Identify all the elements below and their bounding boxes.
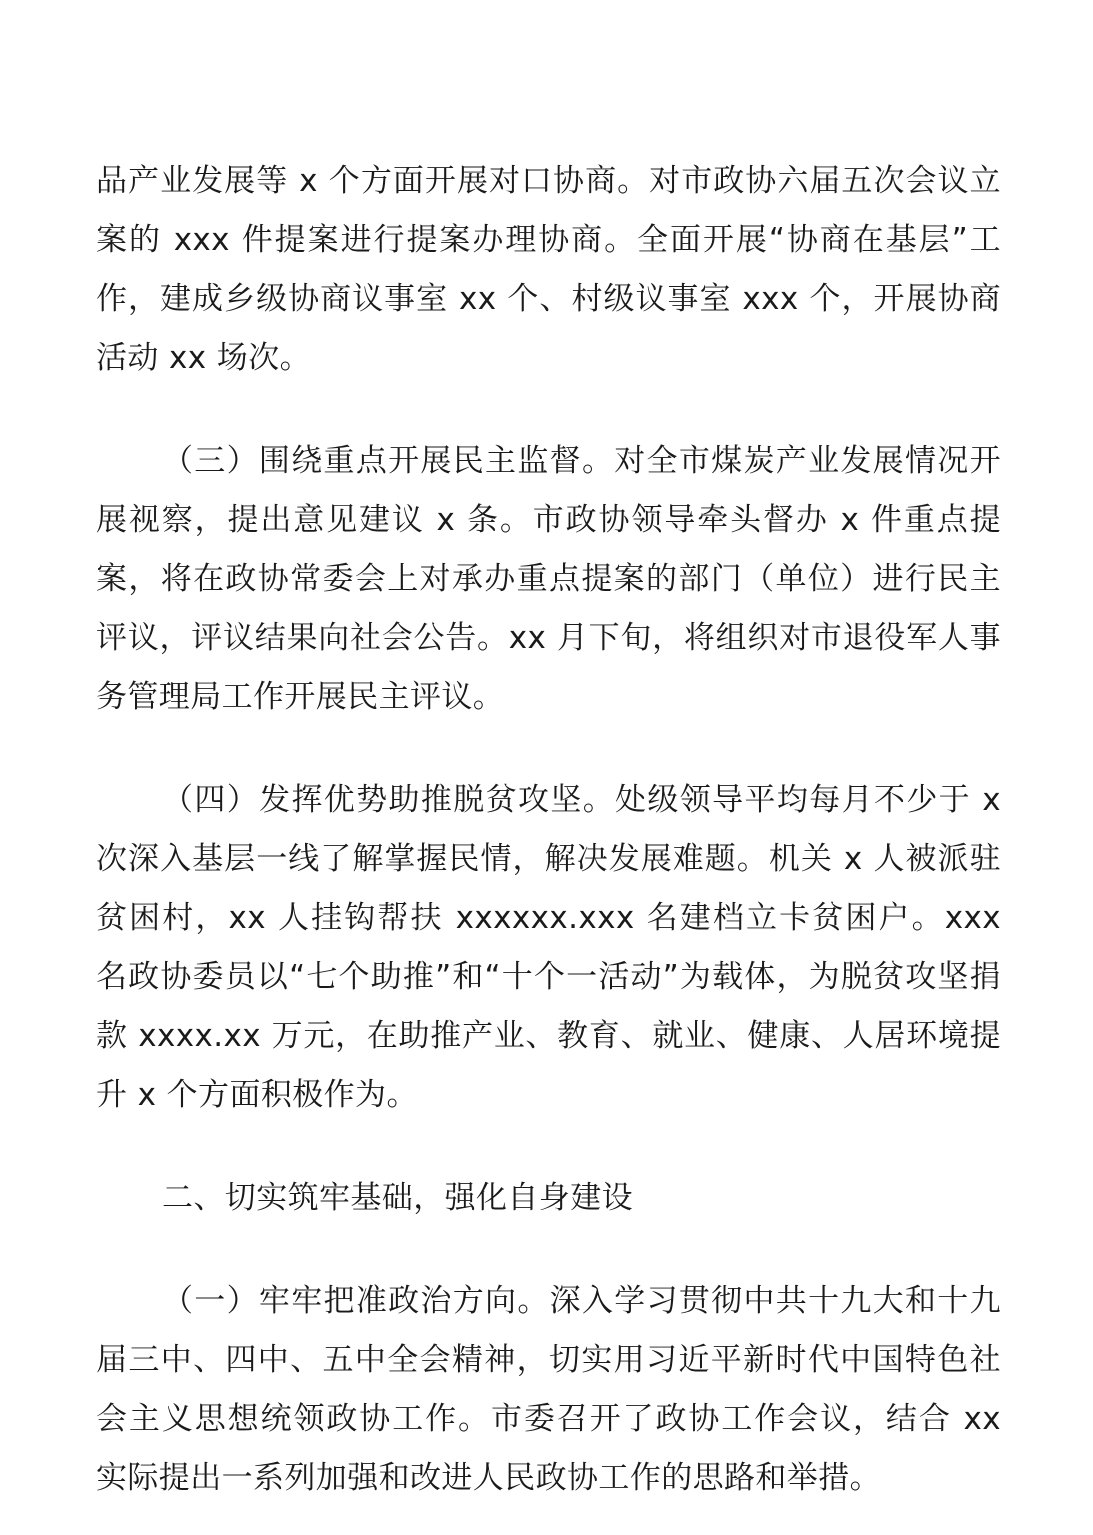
section-heading: 二、切实筑牢基础，强化自身建设 — [162, 1180, 633, 1216]
paragraph-poverty-alleviation: （四）发挥优势助推脱贫攻坚。处级领导平均每月不少于 x 次深入基层一线了解掌握民情，解决发展难题。机关 x 人被派驻贫困村，xx 人挂钩帮扶 xxxxxx.xxx 名建档立卡贫困户。xxx 名政协委员以“七个助推”和“十个一活动”为载体，为脱贫攻坚捐款 xxxx.xx 万元，在助推产业、教育、就业、健康、人居环境提升 x 个方面积极作为。 — [96, 782, 1001, 1113]
document-body — [96, 152, 1001, 1508]
paragraph-spacer — [96, 727, 1001, 771]
paragraph-political-direction: （一）牢牢把准政治方向。深入学习贯彻中共十九大和十九届三中、四中、五中全会精神，切实用习近平新时代中国特色社会主义思想统领政协工作。市委召开了政协工作会议，结合 xx 实际提出一系列加强和改进人民政协工作的思路和举措。 — [96, 1283, 1001, 1496]
paragraph-spacer — [96, 1228, 1001, 1272]
paragraph-continuation: 品产业发展等 x 个方面开展对口协商。对市政协六届五次会议立案的 xxx 件提案进行提案办理协商。全面开展“协商在基层”工作，建成乡级协商议事室 xx 个、村级议事室 xxx 个，开展协商活动 xx 场次。 — [96, 163, 1001, 376]
paragraph-democratic-supervision: （三）围绕重点开展民主监督。对全市煤炭产业发展情况开展视察，提出意见建议 x 条。市政协领导牵头督办 x 件重点提案，将在政协常委会上对承办重点提案的部门（单位）进行民主评议，评议结果向社会公告。xx 月下旬，将组织对市退役军人事务管理局工作开展民主评议。 — [96, 443, 1001, 715]
paragraph-spacer — [96, 1125, 1001, 1169]
paragraph-spacer — [96, 388, 1001, 432]
